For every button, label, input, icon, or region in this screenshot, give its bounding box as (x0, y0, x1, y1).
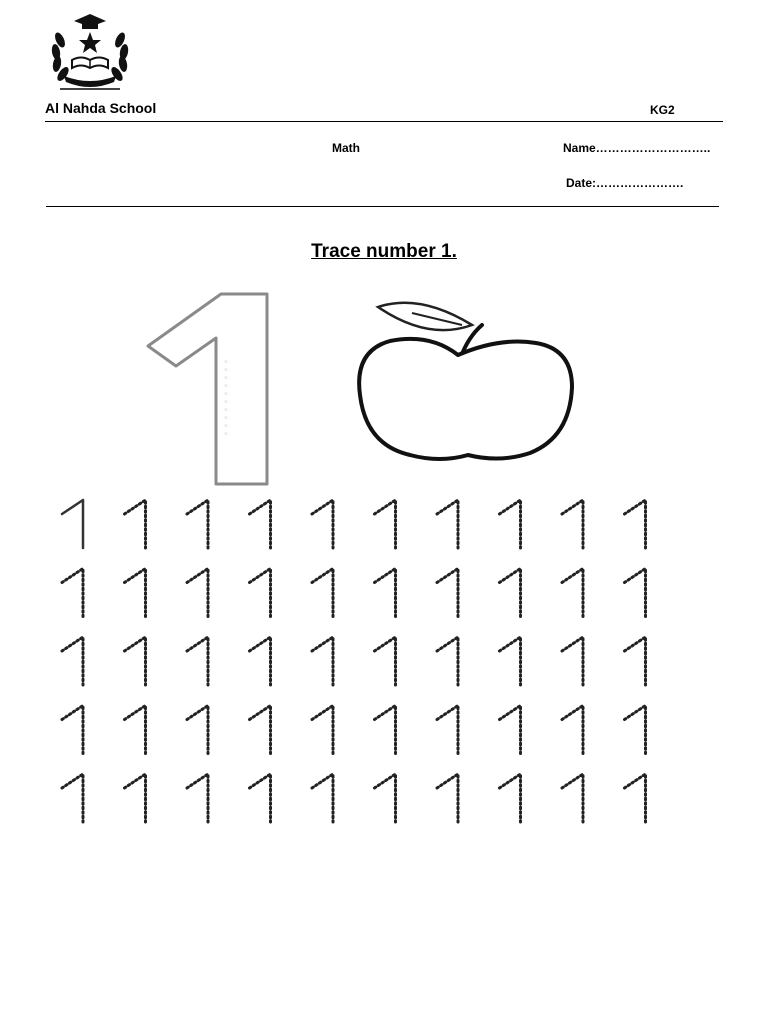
tracing-grid (55, 496, 675, 836)
trace-number-one[interactable] (375, 774, 396, 822)
outlined-number-one-icon (140, 290, 275, 488)
trace-number-one[interactable] (62, 569, 83, 617)
trace-number-one[interactable] (312, 500, 333, 548)
trace-number-one[interactable] (500, 637, 521, 685)
trace-number-one[interactable] (312, 706, 333, 754)
trace-number-one[interactable] (562, 569, 583, 617)
trace-number-one[interactable] (375, 500, 396, 548)
trace-number-one[interactable] (62, 637, 83, 685)
trace-number-one[interactable] (562, 637, 583, 685)
trace-number-one[interactable] (437, 569, 458, 617)
trace-number-one[interactable] (125, 569, 146, 617)
trace-number-one[interactable] (125, 706, 146, 754)
trace-number-one[interactable] (500, 569, 521, 617)
subject-label: Math (332, 141, 360, 155)
trace-number-one[interactable] (437, 500, 458, 548)
trace-number-one[interactable] (125, 637, 146, 685)
trace-number-one[interactable] (625, 774, 646, 822)
trace-number-one[interactable] (500, 706, 521, 754)
trace-number-one[interactable] (62, 774, 83, 822)
school-name: Al Nahda School (45, 100, 157, 116)
trace-number-one[interactable] (250, 637, 271, 685)
trace-number-one[interactable] (375, 569, 396, 617)
trace-number-one[interactable] (187, 774, 208, 822)
trace-number-one[interactable] (187, 637, 208, 685)
section-divider (46, 206, 719, 207)
trace-number-one[interactable] (437, 706, 458, 754)
trace-number-one[interactable] (625, 637, 646, 685)
trace-number-one[interactable] (187, 706, 208, 754)
trace-number-one[interactable] (375, 706, 396, 754)
trace-number-one[interactable] (187, 569, 208, 617)
apple-icon (350, 295, 580, 470)
example-number-one (62, 500, 83, 548)
date-field[interactable]: Date:…………………. (566, 176, 684, 190)
trace-number-one[interactable] (375, 637, 396, 685)
trace-number-one[interactable] (625, 500, 646, 548)
trace-number-one[interactable] (562, 706, 583, 754)
trace-number-one[interactable] (437, 774, 458, 822)
header-divider (45, 121, 723, 122)
trace-number-one[interactable] (437, 637, 458, 685)
trace-number-one[interactable] (312, 774, 333, 822)
trace-number-one[interactable] (625, 706, 646, 754)
trace-number-one[interactable] (562, 774, 583, 822)
trace-number-one[interactable] (625, 569, 646, 617)
worksheet-title: Trace number 1. (311, 241, 457, 262)
trace-number-one[interactable] (312, 637, 333, 685)
trace-number-one[interactable] (250, 500, 271, 548)
trace-number-one[interactable] (500, 774, 521, 822)
school-logo-icon (46, 10, 134, 94)
name-field[interactable]: Name……………………….. (563, 141, 711, 155)
trace-number-one[interactable] (250, 774, 271, 822)
grade-label: KG2 (650, 103, 675, 117)
trace-number-one[interactable] (125, 774, 146, 822)
trace-number-one[interactable] (312, 569, 333, 617)
trace-number-one[interactable] (250, 706, 271, 754)
trace-number-one[interactable] (187, 500, 208, 548)
trace-number-one[interactable] (125, 500, 146, 548)
trace-number-one[interactable] (500, 500, 521, 548)
trace-number-one[interactable] (62, 706, 83, 754)
trace-number-one[interactable] (250, 569, 271, 617)
trace-number-one[interactable] (562, 500, 583, 548)
